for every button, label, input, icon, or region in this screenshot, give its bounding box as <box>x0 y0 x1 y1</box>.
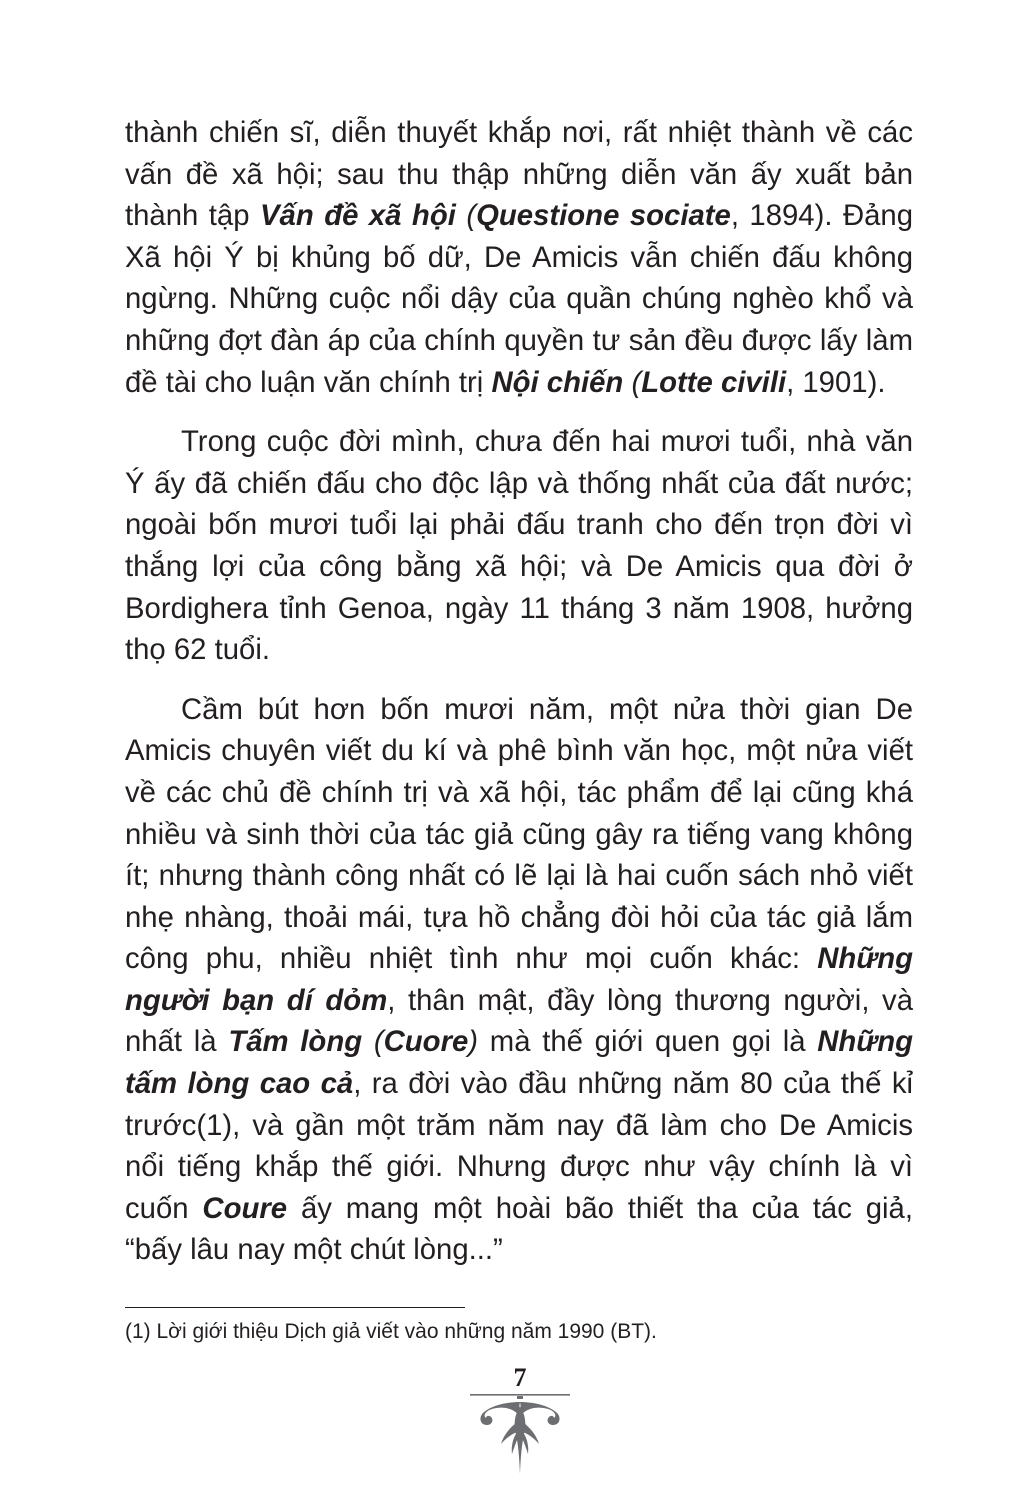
text-span: ấy mang một hoài bão thiết tha của tác giả, “bấy lâu nay một chút lòng...” <box>125 1191 913 1267</box>
page-number: 7 <box>513 1363 527 1392</box>
text-span: ( <box>362 1025 384 1059</box>
text-span: ) <box>468 1025 479 1059</box>
text-span: ( <box>455 199 477 233</box>
text-span: , 1894). Đảng Xã hội Ý bị khủng bố dữ, De Amicis vẫn chiến đấu không ngừng. Những cuộc nổi dậy của quần chúng nghèo khổ và những đợt đàn áp của chính quyền tư sản đều được lấy làm đề tài cho luận văn chính trị <box>125 199 914 399</box>
text-span: mà thế giới quen gọi là <box>478 1025 818 1059</box>
paragraph-1 <box>125 112 913 403</box>
footnote: (1) Lời giới thiệu Dịch giả viết vào những năm 1990 (BT). <box>125 1320 657 1343</box>
paragraph-3 <box>125 689 913 1271</box>
text-span: ( <box>623 365 642 399</box>
book-title-coure: Coure <box>202 1191 288 1225</box>
paragraph-2 <box>125 421 913 671</box>
book-title-tam-long: Tấm lòng <box>228 1025 363 1059</box>
fleuron-ornament-icon <box>470 1392 570 1478</box>
text-span: thành chiến sĩ, diễn thuyết khắp nơi, rất nhiệt thành về các vấn đề xã hội; sau thu thập những diễn văn ấy xuất bản thành tập <box>125 116 913 233</box>
text-span: Trong cuộc đời mình, chưa đến hai mươi tuổi, nhà văn Ý ấy đã chiến đấu cho độc lập và thống nhất của đất nước; ngoài bốn mươi tuổi lại phải đấu tranh cho đến trọn đời vì thắng lợi của công bằng xã hội; và De Amicis qua đời ở Bordighera tỉnh Genoa, ngày 11 tháng 3 năm 1908, hưởng thọ 62 tuổi. <box>125 425 913 667</box>
book-title-nhung-tam-long-cao-ca: Những tấm lòng cao cả <box>125 1025 913 1101</box>
text-span: , thân mật, đầy lòng thương người, và nhất là <box>125 983 913 1059</box>
book-title-lotte-civili: Lotte civili <box>641 365 787 399</box>
text-span: , 1901). <box>786 365 886 399</box>
body-text <box>125 112 913 1271</box>
text-span: Cầm bút hơn bốn mươi năm, một nửa thời gian De Amicis chuyên viết du kí và phê bình văn học, một nửa viết về các chủ đề chính trị và xã hội, tác phẩm để lại cũng khá nhiều và sinh thời của tác giả cũng gây ra tiếng vang không ít; nhưng thành công nhất có lẽ lại là hai cuốn sách nhỏ viết nhẹ nhàng, thoải mái, tựa hồ chẳng đòi hỏi của tác giả lắm công phu, nhiều nhiệt tình như mọi cuốn khác: <box>125 692 913 976</box>
book-title-noi-chien: Nội chiến <box>491 365 624 399</box>
book-title-van-de-xa-hoi: Vấn đề xã hội <box>260 199 456 233</box>
book-title-questione-sociate: Questione sociate <box>476 199 731 233</box>
book-title-nhung-nguoi-ban-di-dom: Những người bạn dí dỏm <box>125 942 913 1017</box>
text-span: , ra đời vào đầu những năm 80 của thế kỉ trước(1), và gần một trăm năm nay đã làm cho De Amicis nổi tiếng khắp thế giới. Nhưng được như vậy chính là vì cuốn <box>125 1067 913 1225</box>
footnote-divider <box>125 1307 465 1308</box>
book-title-cuore: Cuore <box>383 1025 469 1059</box>
